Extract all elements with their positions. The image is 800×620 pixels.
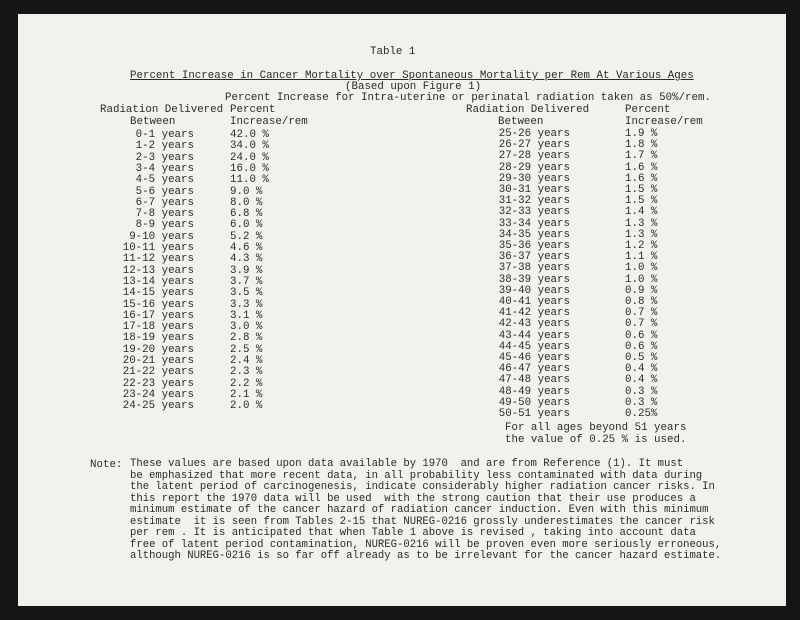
right-header-increase: Increase/rem (625, 116, 703, 128)
age-range: 2-3 years (135, 151, 194, 164)
percent-value: 0.7 % (625, 307, 658, 320)
age-range: 50-51 years (498, 408, 570, 420)
percent-value: 16.0 % (230, 162, 269, 175)
age-range: 10-11 years (122, 242, 194, 254)
age-range: 27-28 years (498, 150, 570, 163)
percent-value: 1.8 % (625, 139, 658, 152)
percent-value: 1.7 % (625, 150, 658, 163)
note-line: free of latent period contamination, NUREG-0216 will be proven even more seriously erroneous, (130, 538, 722, 551)
percent-value: 2.3 % (230, 366, 263, 379)
percent-value: 0.3 % (625, 385, 658, 398)
percent-value: 4.3 % (230, 253, 263, 266)
percent-value: 24.0 % (230, 151, 269, 164)
note-line: per rem . It is anticipated that when Table 1 above is revised , taking into account data (130, 527, 696, 539)
percent-value: 0.25% (625, 408, 658, 420)
age-range: 48-49 years (498, 385, 570, 398)
note-line: These values are based upon data available by 1970 and are from Reference (1). It must (130, 458, 684, 470)
left-header-radiation: Radiation Delivered (100, 104, 224, 116)
age-range: 11-12 years (122, 253, 194, 266)
right-header-percent: Percent (625, 104, 671, 116)
left-header-percent: Percent (230, 104, 276, 116)
age-range: 22-23 years (122, 377, 194, 390)
percent-value: 34.0 % (230, 140, 269, 153)
age-range: 36-37 years (498, 251, 570, 264)
percent-value: 1.6 % (625, 161, 658, 174)
age-range: 1-2 years (135, 140, 194, 153)
table-subtitle: Percent Increase in Cancer Mortality over Spontaneous Mortality per Rem At Various Ages (130, 70, 694, 82)
percent-value: 0.7 % (625, 318, 658, 331)
age-range: 49-50 years (498, 396, 570, 409)
percent-value: 2.2 % (230, 377, 263, 390)
percent-value: 0.4 % (625, 363, 658, 376)
note-line: estimate it is seen from Tables 2-15 that NUREG-0216 grossly underestimates the cancer risk (130, 515, 715, 528)
age-range: 14-15 years (122, 287, 194, 300)
percent-value: 0.6 % (625, 340, 658, 353)
percent-value: 1.4 % (625, 206, 658, 219)
percent-value: 3.9 % (230, 264, 263, 277)
percent-value: 0.9 % (625, 284, 658, 297)
table-title: Table 1 (370, 46, 416, 58)
percent-value: 0.4 % (625, 374, 658, 387)
age-range: 19-20 years (122, 343, 194, 356)
percent-value: 4.6 % (230, 242, 263, 254)
note-line: although NUREG-0216 is so far off already as to be irrelevant for the cancer hazard estimate. (130, 550, 722, 562)
age-range: 32-33 years (498, 206, 570, 219)
age-range: 35-36 years (498, 240, 570, 252)
age-range: 16-17 years (122, 309, 194, 322)
percent-value: 1.5 % (625, 195, 658, 208)
percent-value: 6.0 % (230, 219, 263, 232)
age-range: 23-24 years (122, 388, 194, 401)
percent-value: 1.6 % (625, 172, 658, 185)
age-range: 31-32 years (498, 195, 570, 208)
percent-value: 5.2 % (230, 230, 263, 243)
percent-value: 11.0 % (230, 174, 269, 187)
percent-value: 2.4 % (230, 355, 263, 367)
percent-value: 1.3 % (625, 217, 658, 230)
footer-line-2: the value of 0.25 % is used. (505, 434, 687, 446)
age-range: 24-25 years (122, 400, 194, 413)
age-range: 43-44 years (498, 329, 570, 342)
intra-uterine-note: Percent Increase for Intra-uterine or perinatal radiation taken as 50%/rem. (225, 92, 711, 104)
percent-value: 3.3 % (230, 298, 263, 311)
percent-value: 6.8 % (230, 208, 263, 221)
note-line: minimum estimate of the cancer hazard of radiation cancer induction. Even with this minimum (130, 504, 709, 516)
age-range: 25-26 years (498, 128, 570, 140)
age-range: 18-19 years (122, 332, 194, 345)
percent-value: 2.8 % (230, 332, 263, 345)
percent-value: 3.7 % (230, 275, 263, 288)
age-range: 37-38 years (498, 262, 570, 275)
percent-value: 3.1 % (230, 309, 263, 322)
footer-line-1: For all ages beyond 51 years (505, 422, 687, 434)
age-range: 38-39 years (498, 273, 570, 286)
age-range: 47-48 years (498, 374, 570, 387)
percent-value: 0.6 % (625, 329, 658, 342)
percent-value: 0.3 % (625, 396, 658, 409)
percent-value: 3.0 % (230, 321, 263, 334)
age-range: 9-10 years (129, 230, 194, 243)
age-range: 6-7 years (135, 196, 194, 209)
age-range: 45-46 years (498, 352, 570, 364)
age-range: 8-9 years (135, 219, 194, 232)
age-range: 29-30 years (498, 172, 570, 185)
note-line: the latent period of carcinogenesis, indicate considerably higher radiation cancer risks. In (130, 481, 715, 493)
age-range: 20-21 years (122, 355, 194, 367)
age-range: 4-5 years (135, 174, 194, 187)
percent-value: 9.0 % (230, 185, 263, 198)
age-range: 42-43 years (498, 318, 570, 331)
age-range: 3-4 years (135, 162, 194, 175)
age-range: 12-13 years (122, 264, 194, 277)
percent-value: 1.0 % (625, 273, 658, 286)
percent-value: 42.0 % (230, 129, 269, 141)
based-on: (Based upon Figure 1) (345, 81, 482, 93)
age-range: 46-47 years (498, 363, 570, 376)
percent-value: 1.9 % (625, 128, 658, 140)
age-range: 39-40 years (498, 284, 570, 297)
note-line: be emphasized that more recent data, in all probability less contaminated with data during (130, 469, 703, 482)
note-label: Note: (90, 459, 123, 471)
percent-value: 2.1 % (230, 388, 263, 401)
right-header-radiation: Radiation Delivered (466, 104, 590, 116)
age-range: 17-18 years (122, 321, 194, 334)
age-range: 26-27 years (498, 139, 570, 152)
percent-value: 0.8 % (625, 296, 658, 308)
left-header-increase: Increase/rem (230, 116, 308, 128)
percent-value: 1.5 % (625, 184, 658, 196)
age-range: 44-45 years (498, 340, 570, 353)
percent-value: 1.0 % (625, 262, 658, 275)
age-range: 15-16 years (122, 298, 194, 311)
percent-value: 2.0 % (230, 400, 263, 413)
percent-value: 1.1 % (625, 251, 658, 264)
percent-value: 3.5 % (230, 287, 263, 300)
age-range: 5-6 years (135, 185, 194, 198)
note-line: this report the 1970 data will be used with the strong caution that their use produces a (130, 492, 696, 505)
percent-value: 0.5 % (625, 352, 658, 364)
age-range: 21-22 years (122, 366, 194, 379)
age-range: 41-42 years (498, 307, 570, 320)
percent-value: 1.2 % (625, 240, 658, 252)
age-range: 0-1 years (135, 129, 194, 141)
age-range: 30-31 years (498, 184, 570, 196)
age-range: 33-34 years (498, 217, 570, 230)
percent-value: 2.5 % (230, 343, 263, 356)
age-range: 28-29 years (498, 161, 570, 174)
percent-value: 8.0 % (230, 196, 263, 209)
percent-value: 1.3 % (625, 228, 658, 241)
age-range: 7-8 years (135, 208, 194, 221)
left-header-between: Between (130, 116, 176, 128)
right-header-between: Between (498, 116, 544, 128)
age-range: 34-35 years (498, 228, 570, 241)
age-range: 40-41 years (498, 296, 570, 308)
age-range: 13-14 years (122, 275, 194, 288)
